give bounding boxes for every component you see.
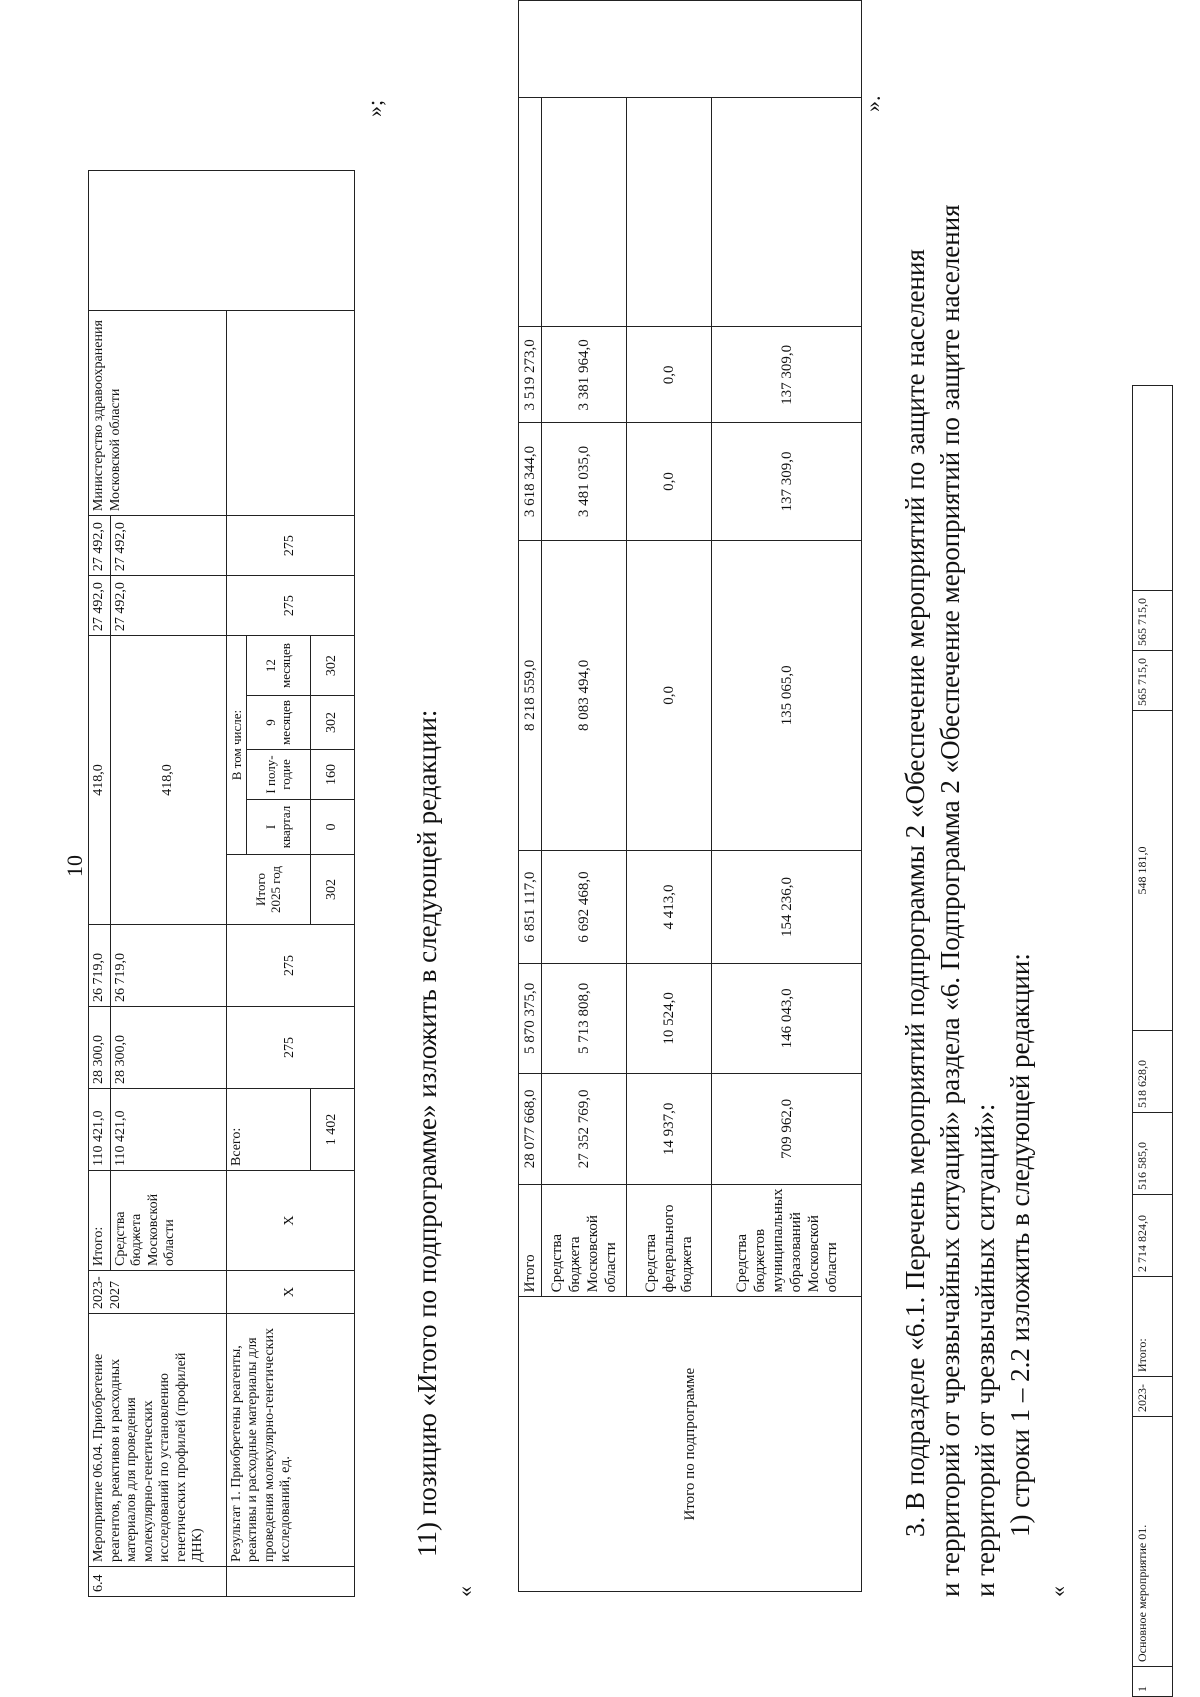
quarter-label: I полу-годие — [246, 750, 310, 800]
source-label: Средства бюджета Московской области — [542, 1184, 627, 1297]
source-label: Итого: — [1133, 1277, 1173, 1377]
value-cell: 518 628,0 — [1133, 1031, 1173, 1113]
value-cell: 26 719,0 — [89, 925, 111, 1007]
value-cell: 275 — [226, 516, 354, 576]
value-cell: 110 421,0 — [89, 1089, 111, 1171]
empty-cell — [519, 97, 542, 327]
value-cell: 27 492,0 — [110, 576, 226, 636]
value-cell: 10 524,0 — [627, 963, 712, 1073]
value-cell: 3 381 964,0 — [542, 327, 627, 423]
value-cell: 302 — [310, 696, 354, 750]
value-cell: 0,0 — [627, 423, 712, 540]
table-row — [1133, 386, 1173, 1697]
value-cell: 135 065,0 — [712, 540, 862, 851]
row-number: 1 — [1133, 1667, 1173, 1697]
v-tom-chisle-label: В том числе: — [226, 636, 246, 855]
quarter-label: I квартал — [246, 800, 310, 855]
paragraph-3-line1: 3. В подразделе «6.1. Перечень мероприятий подпрограммы 2 «Обеспечение мероприятий по защите населения — [900, 249, 930, 1537]
empty-cell — [712, 97, 862, 327]
value-cell: 275 — [226, 925, 354, 1007]
value-cell: 4 413,0 — [627, 851, 712, 963]
event-name: Основное мероприятие 01. — [1133, 1417, 1173, 1667]
value-cell: 146 043,0 — [712, 963, 862, 1073]
event-01-table — [1132, 385, 1173, 1697]
empty-cell — [226, 311, 354, 516]
value-cell: 28 300,0 — [110, 1007, 226, 1089]
value-cell: 137 309,0 — [712, 327, 862, 423]
event-years: 2023- — [1133, 1377, 1173, 1417]
value-cell: 6 851 117,0 — [519, 851, 542, 963]
source-label: Итого: — [89, 1171, 111, 1271]
quarter-label: 12 месяцев — [246, 636, 310, 696]
value-cell: 5 713 808,0 — [542, 963, 627, 1073]
value-cell: 302 — [310, 855, 354, 925]
empty-cell — [226, 1567, 354, 1597]
value-cell: 3 519 273,0 — [519, 327, 542, 423]
paragraph-3-line2: и территорий от чрезвычайных ситуаций» раздела «6. Подпрограмма 2 «Обеспечение мероприятий по защите населения — [935, 204, 965, 1597]
value-cell: 137 309,0 — [712, 423, 862, 540]
opening-quote: « — [452, 1586, 477, 1597]
value-cell: 0 — [310, 800, 354, 855]
source-label: Средства бюджета Московской области — [110, 1171, 226, 1271]
responsible-org: Министерство здравоохранения Московской области — [89, 311, 227, 516]
value-cell: 3 481 035,0 — [542, 423, 627, 540]
value-cell: 27 492,0 — [110, 516, 226, 576]
itogo-2025-label: Итого 2025 год — [226, 855, 310, 925]
value-cell: 709 962,0 — [712, 1074, 862, 1184]
value-cell: 27 492,0 — [89, 516, 111, 576]
value-cell: 8 218 559,0 — [519, 540, 542, 851]
table-row — [519, 1, 542, 1592]
value-cell: 548 181,0 — [1133, 711, 1173, 1031]
empty-cell — [627, 97, 712, 327]
empty-cell — [1133, 386, 1173, 591]
page-number: 10 — [62, 855, 87, 877]
row-label: Итого по подпрограмме — [519, 1297, 862, 1592]
paragraph-1-rows: 1) строки 1 – 2.2 изложить в следующей редакции: — [1005, 953, 1035, 1537]
vsego-label: Всего: — [226, 1089, 310, 1171]
value-cell: 565 715,0 — [1133, 591, 1173, 651]
x-mark: Х — [226, 1271, 354, 1314]
vsego-value: 1 402 — [310, 1089, 354, 1171]
value-cell: 6 692 468,0 — [542, 851, 627, 963]
value-cell: 0,0 — [627, 540, 712, 851]
x-mark: Х — [226, 1171, 354, 1271]
result-name: Результат 1. Приобретены реагенты, реактивы и расходные материалы для проведения молекулярно-генетических исследований, ед. — [226, 1314, 354, 1567]
value-cell: 160 — [310, 750, 354, 800]
value-cell: 26 719,0 — [110, 925, 226, 1007]
event-6-4-table — [88, 170, 355, 1597]
paragraph-11: 11) позицию «Итого по подпрограмме» изложить в следующей редакции: — [412, 709, 442, 1557]
value-cell: 275 — [226, 576, 354, 636]
source-label: Средства федерального бюджета — [627, 1184, 712, 1297]
value-cell: 28 300,0 — [89, 1007, 111, 1089]
value-cell: 2 714 824,0 — [1133, 1195, 1173, 1277]
table-row — [89, 171, 111, 1597]
value-cell: 14 937,0 — [627, 1074, 712, 1184]
value-cell: 5 870 375,0 — [519, 963, 542, 1073]
value-cell: 110 421,0 — [110, 1089, 226, 1171]
empty-cell — [542, 97, 627, 327]
row-number: 6.4 — [89, 1567, 227, 1597]
closing-quote: ». — [860, 95, 885, 112]
closing-quote: »; — [362, 99, 387, 117]
value-cell: 516 585,0 — [1133, 1113, 1173, 1195]
value-cell: 275 — [226, 1007, 354, 1089]
subprogram-total-table — [518, 0, 862, 1592]
value-cell: 8 083 494,0 — [542, 540, 627, 851]
quarter-label: 9 месяцев — [246, 696, 310, 750]
value-cell: 154 236,0 — [712, 851, 862, 963]
event-years: 2023-2027 — [89, 1271, 227, 1314]
empty-cell — [519, 1, 862, 98]
value-cell: 27 492,0 — [89, 576, 111, 636]
empty-cell — [89, 171, 355, 311]
value-cell: 27 352 769,0 — [542, 1074, 627, 1184]
value-cell: 565 715,0 — [1133, 651, 1173, 711]
value-cell: 302 — [310, 636, 354, 696]
opening-quote: « — [1045, 1586, 1070, 1597]
value-cell: 0,0 — [627, 327, 712, 423]
value-cell: 418,0 — [110, 636, 226, 925]
paragraph-3-line3: и территорий от чрезвычайных ситуаций»: — [970, 1103, 1000, 1597]
event-name: Мероприятие 06.04. Приобретение реагентов, реактивов и расходных материалов для проведения молекулярно-генетических исследований по установлению генетических профилей (профилей ДНК) — [89, 1314, 227, 1567]
source-label: Итого — [519, 1184, 542, 1297]
value-cell: 28 077 668,0 — [519, 1074, 542, 1184]
value-cell: 3 618 344,0 — [519, 423, 542, 540]
value-cell: 418,0 — [89, 636, 111, 925]
table-row — [226, 171, 246, 1597]
source-label: Средства бюджетов муниципальных образований Московской области — [712, 1184, 862, 1297]
